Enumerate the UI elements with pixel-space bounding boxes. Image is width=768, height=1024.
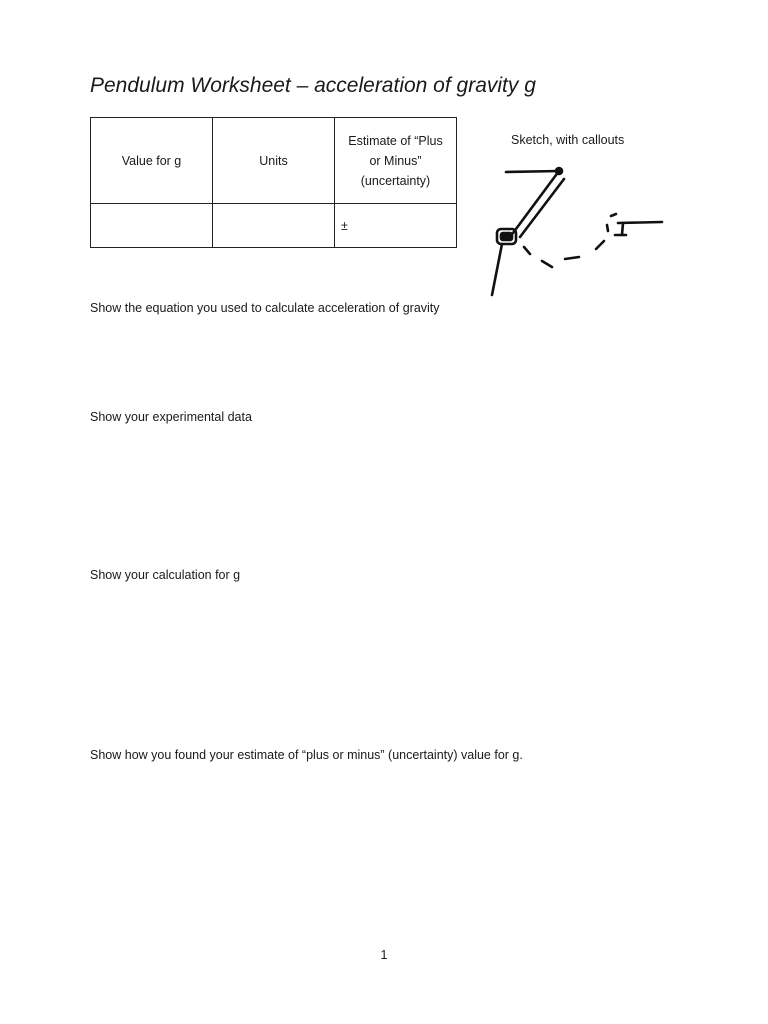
sketch-label: Sketch, with callouts — [511, 133, 625, 147]
cell-value-for-g[interactable] — [91, 204, 213, 248]
prompt-calculation: Show your calculation for g — [90, 568, 241, 582]
header-units: Units — [213, 118, 335, 204]
prompt-experimental-data: Show your experimental data — [90, 410, 252, 424]
prompt-uncertainty: Show how you found your estimate of “plus or minus” (uncertainty) value for g. — [90, 748, 523, 762]
prompt-equation: Show the equation you used to calculate acceleration of gravity — [90, 301, 440, 315]
header-uncertainty: Estimate of “Plus or Minus” (uncertainty) — [335, 118, 457, 204]
cell-units[interactable] — [213, 204, 335, 248]
pendulum-sketch-icon — [480, 155, 680, 305]
header-value-for-g: Value for g — [91, 118, 213, 204]
table-row — [91, 204, 457, 248]
page-title: Pendulum Worksheet – acceleration of gravity g — [90, 74, 536, 97]
answer-table — [90, 117, 457, 248]
cell-uncertainty[interactable]: ± — [335, 204, 457, 248]
table-header-row — [91, 118, 457, 204]
page-number: 1 — [380, 948, 388, 962]
